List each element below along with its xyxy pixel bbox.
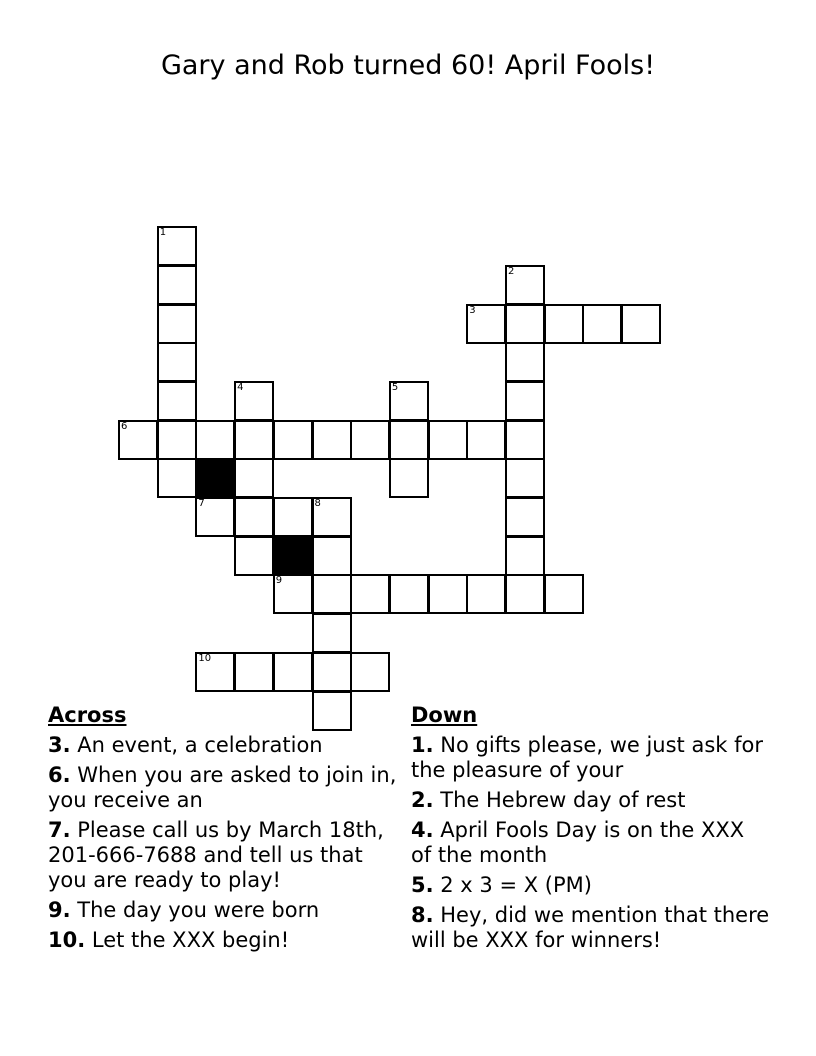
clue-number: 3. bbox=[48, 733, 71, 757]
crossword-cell[interactable] bbox=[195, 652, 235, 692]
crossword-cell[interactable] bbox=[234, 536, 274, 576]
across-clue bbox=[48, 763, 398, 813]
clue-number: 2. bbox=[411, 788, 434, 812]
across-clue bbox=[48, 733, 398, 758]
down-clue bbox=[411, 818, 771, 868]
clue-text: April Fools Day is on the XXX of the month bbox=[411, 818, 745, 867]
crossword-cell[interactable] bbox=[157, 420, 197, 460]
crossword-cell[interactable] bbox=[350, 420, 390, 460]
crossword-cell[interactable] bbox=[234, 420, 274, 460]
crossword-cell[interactable] bbox=[621, 304, 661, 344]
crossword-cell[interactable] bbox=[234, 497, 274, 537]
black-square bbox=[195, 458, 235, 498]
down-clue bbox=[411, 873, 771, 898]
across-clue bbox=[48, 928, 398, 953]
crossword-cell[interactable] bbox=[312, 420, 352, 460]
clue-number: 7. bbox=[48, 818, 71, 842]
crossword-cell[interactable] bbox=[273, 652, 313, 692]
clue-number: 10. bbox=[48, 928, 86, 952]
crossword-cell[interactable] bbox=[273, 497, 313, 537]
crossword-cell[interactable] bbox=[234, 381, 274, 421]
crossword-cell[interactable] bbox=[505, 497, 545, 537]
clue-number: 5. bbox=[411, 873, 434, 897]
crossword-cell[interactable] bbox=[428, 420, 468, 460]
clue-number: 10 bbox=[198, 652, 212, 664]
crossword-cell[interactable] bbox=[466, 420, 506, 460]
down-heading: Down bbox=[411, 703, 478, 727]
clue-number: 4. bbox=[411, 818, 434, 842]
clue-number: 9 bbox=[275, 575, 283, 587]
across-heading: Across bbox=[48, 703, 127, 727]
crossword-cell[interactable] bbox=[505, 381, 545, 421]
crossword-cell[interactable] bbox=[505, 420, 545, 460]
clue-text: Hey, did we mention that there will be XXX for winners! bbox=[411, 903, 770, 952]
clue-number: 3 bbox=[469, 304, 476, 316]
crossword-cell[interactable] bbox=[157, 342, 197, 382]
clue-number: 8 bbox=[314, 498, 321, 509]
crossword-cell[interactable] bbox=[273, 420, 313, 460]
crossword-cell[interactable] bbox=[389, 574, 429, 614]
crossword-cell[interactable] bbox=[350, 574, 390, 614]
crossword-cell[interactable] bbox=[350, 652, 390, 692]
crossword-cell[interactable] bbox=[157, 265, 197, 305]
crossword-cell[interactable] bbox=[312, 536, 352, 576]
crossword-cell[interactable] bbox=[195, 420, 235, 460]
down-clue bbox=[411, 733, 771, 783]
puzzle-title: Gary and Rob turned 60! April Fools! bbox=[160, 50, 656, 81]
crossword-cell[interactable] bbox=[505, 342, 545, 382]
crossword-cell[interactable] bbox=[428, 574, 468, 614]
crossword-cell[interactable] bbox=[466, 574, 506, 614]
crossword-cell[interactable] bbox=[389, 381, 429, 421]
clue-text: The Hebrew day of rest bbox=[433, 788, 686, 812]
clue-number: 6 bbox=[121, 420, 128, 432]
down-clue bbox=[411, 903, 771, 953]
crossword-cell[interactable] bbox=[505, 458, 545, 498]
crossword-cell[interactable] bbox=[234, 652, 274, 692]
crossword-cell[interactable] bbox=[312, 574, 352, 614]
clue-number: 5 bbox=[391, 381, 399, 393]
clue-text: When you are asked to join in, you receive an bbox=[48, 763, 397, 812]
crossword-cell[interactable] bbox=[157, 226, 197, 266]
clue-text: An event, a celebration bbox=[70, 733, 323, 757]
clue-number: 6. bbox=[48, 763, 71, 787]
crossword-cell[interactable] bbox=[195, 497, 235, 537]
crossword-cell[interactable] bbox=[505, 265, 545, 305]
crossword-cell[interactable] bbox=[312, 497, 352, 537]
black-square bbox=[273, 536, 313, 576]
crossword-cell[interactable] bbox=[273, 574, 313, 614]
crossword-cell[interactable] bbox=[157, 458, 197, 498]
crossword-cell[interactable] bbox=[312, 613, 352, 653]
crossword-cell[interactable] bbox=[505, 574, 545, 614]
across-clue bbox=[48, 818, 398, 893]
across-clue bbox=[48, 898, 398, 923]
crossword-cell[interactable] bbox=[582, 304, 622, 344]
clue-number: 1 bbox=[159, 227, 167, 239]
crossword-cell[interactable] bbox=[234, 458, 274, 498]
crossword-cell[interactable] bbox=[544, 574, 584, 614]
down-clues bbox=[411, 703, 771, 958]
clue-text: The day you were born bbox=[70, 898, 320, 922]
crossword-cell[interactable] bbox=[505, 536, 545, 576]
crossword-cell[interactable] bbox=[505, 304, 545, 344]
clue-number: 2 bbox=[508, 265, 515, 277]
clue-text: No gifts please, we just ask for the pleasure of your bbox=[411, 733, 763, 782]
clue-number: 4 bbox=[237, 381, 244, 393]
clue-number: 1. bbox=[411, 733, 434, 757]
crossword-cell[interactable] bbox=[118, 420, 158, 460]
crossword-cell[interactable] bbox=[544, 304, 584, 344]
clue-number: 9. bbox=[48, 898, 71, 922]
clue-text: Please call us by March 18th, 201-666-7688 and tell us that you are ready to play! bbox=[48, 818, 384, 892]
clue-text: 2 x 3 = X (PM) bbox=[433, 873, 592, 897]
clue-number: 7 bbox=[198, 498, 205, 509]
crossword-cell[interactable] bbox=[389, 420, 429, 460]
crossword-cell[interactable] bbox=[312, 652, 352, 692]
crossword-cell[interactable] bbox=[466, 304, 506, 344]
across-clues bbox=[48, 703, 398, 958]
crossword-cell[interactable] bbox=[157, 304, 197, 344]
crossword-cell[interactable] bbox=[389, 458, 429, 498]
crossword-cell[interactable] bbox=[157, 381, 197, 421]
clue-text: Let the XXX begin! bbox=[85, 928, 290, 952]
clue-number: 8. bbox=[411, 903, 434, 927]
down-clue bbox=[411, 788, 771, 813]
